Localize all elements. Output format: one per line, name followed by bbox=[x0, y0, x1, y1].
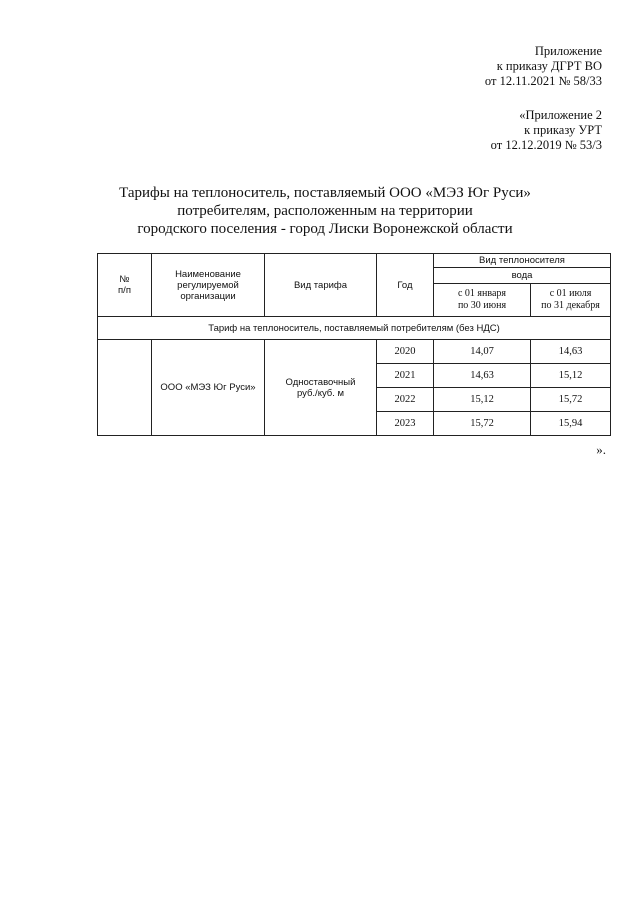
section-heading: Тариф на теплоноситель, поставляемый потребителям (без НДС) bbox=[98, 317, 611, 340]
header-organization: Наименование регулируемой организации bbox=[152, 254, 265, 317]
value-cell: 15,94 bbox=[531, 412, 611, 436]
appendix-line: Приложение bbox=[534, 44, 602, 58]
document-title bbox=[60, 184, 590, 238]
appendix-line: к приказу УРТ bbox=[524, 123, 602, 137]
year-cell: 2020 bbox=[377, 340, 434, 364]
appendix-line: «Приложение 2 bbox=[519, 108, 602, 122]
value-cell: 15,72 bbox=[434, 412, 531, 436]
value-cell: 14,63 bbox=[531, 340, 611, 364]
title-line: Тарифы на теплоноситель, поставляемый ООО «МЭЗ Юг Руси» bbox=[119, 185, 531, 201]
header-carrier-type: Вид теплоносителя bbox=[434, 254, 611, 268]
tariff-table bbox=[97, 253, 611, 436]
appendix-line: от 12.11.2021 № 58/33 bbox=[484, 74, 602, 88]
title-line: потребителям, расположенным на территории bbox=[177, 203, 473, 219]
year-cell: 2021 bbox=[377, 364, 434, 388]
appendix-header-current bbox=[485, 44, 602, 89]
header-tariff-type: Вид тарифа bbox=[265, 254, 377, 317]
header-period-first-half: с 01 января по 30 июня bbox=[434, 284, 531, 317]
value-cell: 15,12 bbox=[434, 388, 531, 412]
tariff-type-cell: Одноставочный руб./куб. м bbox=[265, 340, 377, 436]
value-cell: 14,07 bbox=[434, 340, 531, 364]
table-row bbox=[98, 340, 611, 364]
header-number: № п/п bbox=[98, 254, 152, 317]
appendix-line: к приказу ДГРТ ВО bbox=[496, 59, 602, 73]
title-line: городского поселения - город Лиски Воронежской области bbox=[137, 221, 513, 237]
closing-quote: ». bbox=[596, 442, 606, 457]
year-cell: 2022 bbox=[377, 388, 434, 412]
value-cell: 14,63 bbox=[434, 364, 531, 388]
value-cell: 15,72 bbox=[531, 388, 611, 412]
header-period-second-half: с 01 июля по 31 декабря bbox=[531, 284, 611, 317]
value-cell: 15,12 bbox=[531, 364, 611, 388]
organization-cell: ООО «МЭЗ Юг Руси» bbox=[152, 340, 265, 436]
header-water: вода bbox=[434, 268, 611, 284]
appendix-line: от 12.12.2019 № 53/3 bbox=[490, 138, 602, 152]
appendix-header-original bbox=[491, 108, 602, 153]
header-year: Год bbox=[377, 254, 434, 317]
row-number-cell bbox=[98, 340, 152, 436]
year-cell: 2023 bbox=[377, 412, 434, 436]
